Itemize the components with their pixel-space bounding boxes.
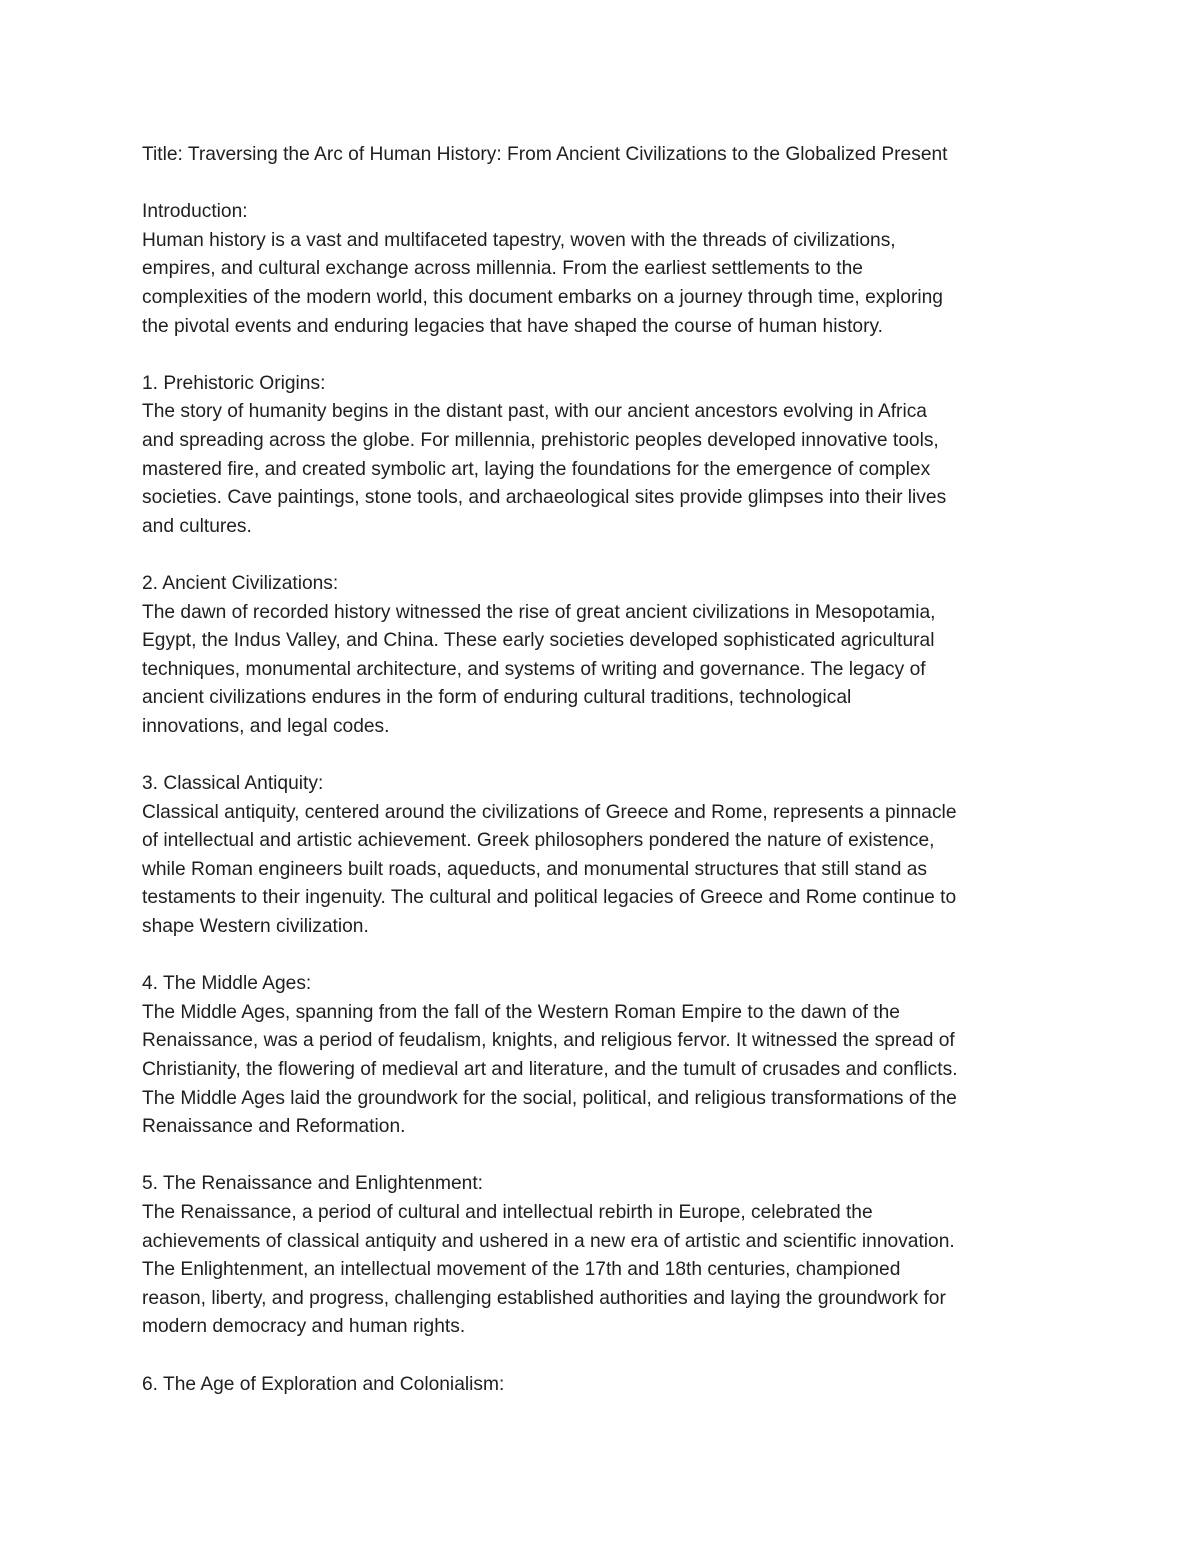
section-heading: 1. Prehistoric Origins: [142,372,326,394]
paragraph-gap [142,341,1072,370]
body-line: Renaissance and Reformation. [142,1116,406,1138]
section-heading: 6. The Age of Exploration and Colonialism: [142,1373,505,1395]
paragraph-gap [142,170,1072,199]
body-line: ancient civilizations endures in the form of enduring cultural traditions, technological [142,687,852,709]
body-line: Egypt, the Indus Valley, and China. These early societies developed sophisticated agricultural [142,630,935,652]
body-line: The Middle Ages laid the groundwork for the social, political, and religious transformations of the [142,1087,957,1109]
body-line: The story of humanity begins in the distant past, with our ancient ancestors evolving in Africa [142,401,927,423]
paragraph-gap [142,1342,1072,1371]
body-line: Renaissance, was a period of feudalism, knights, and religious fervor. It witnessed the spread of [142,1030,955,1052]
body-line: the pivotal events and enduring legacies that have shaped the course of human history. [142,315,883,337]
body-line: empires, and cultural exchange across millennia. From the earliest settlements to the [142,258,863,280]
body-line: The Enlightenment, an intellectual movement of the 17th and 18th centuries, championed [142,1259,901,1281]
body-line: and spreading across the globe. For millennia, prehistoric peoples developed innovative tools, [142,429,939,451]
document-page [142,141,1072,1399]
document-title: Title: Traversing the Arc of Human History: From Ancient Civilizations to the Globalized Present [142,144,948,165]
section-renaissance-enlightenment [142,1170,1072,1342]
body-line: shape Western civilization. [142,916,369,938]
body-line: reason, liberty, and progress, challenging established authorities and laying the groundwork for [142,1287,946,1309]
body-line: The Renaissance, a period of cultural and intellectual rebirth in Europe, celebrated the [142,1201,873,1223]
body-line: Christianity, the flowering of medieval art and literature, and the tumult of crusades and conflicts. [142,1059,958,1080]
section-heading: 4. The Middle Ages: [142,973,312,995]
section-introduction [142,198,1072,341]
body-line: The dawn of recorded history witnessed the rise of great ancient civilizations in Mesopotamia, [142,601,936,623]
paragraph-gap [142,741,1072,770]
section-heading: Introduction: [142,201,248,223]
section-prehistoric-origins [142,370,1072,542]
section-classical-antiquity [142,770,1072,942]
body-line: of intellectual and artistic achievement. Greek philosophers pondered the nature of existence, [142,830,935,852]
body-line: Human history is a vast and multifaceted tapestry, woven with the threads of civilizations, [142,229,896,251]
body-line: achievements of classical antiquity and ushered in a new era of artistic and scientific innovation. [142,1230,955,1252]
section-middle-ages [142,970,1072,1142]
body-line: modern democracy and human rights. [142,1316,466,1338]
body-line: societies. Cave paintings, stone tools, and archaeological sites provide glimpses into their lives [142,487,947,509]
paragraph-gap [142,541,1072,570]
body-line: innovations, and legal codes. [142,715,390,737]
body-line: complexities of the modern world, this document embarks on a journey through time, exploring [142,286,943,308]
body-line: techniques, monumental architecture, and systems of writing and governance. The legacy of [142,658,926,680]
section-heading: 2. Ancient Civilizations: [142,572,339,594]
body-line: The Middle Ages, spanning from the fall of the Western Roman Empire to the dawn of the [142,1001,900,1023]
body-line: Classical antiquity, centered around the civilizations of Greece and Rome, represents a pinnacle [142,801,957,823]
body-line: and cultures. [142,515,252,537]
paragraph-gap [142,1142,1072,1171]
body-line: mastered fire, and created symbolic art, laying the foundations for the emergence of complex [142,458,931,480]
body-line: testaments to their ingenuity. The cultural and political legacies of Greece and Rome continue to [142,887,957,909]
section-heading: 5. The Renaissance and Enlightenment: [142,1173,483,1195]
section-ancient-civilizations [142,570,1072,742]
section-heading: 3. Classical Antiquity: [142,773,324,795]
body-line: while Roman engineers built roads, aqueducts, and monumental structures that still stand as [142,858,927,880]
paragraph-gap [142,942,1072,971]
section-exploration-colonialism [142,1371,1072,1400]
